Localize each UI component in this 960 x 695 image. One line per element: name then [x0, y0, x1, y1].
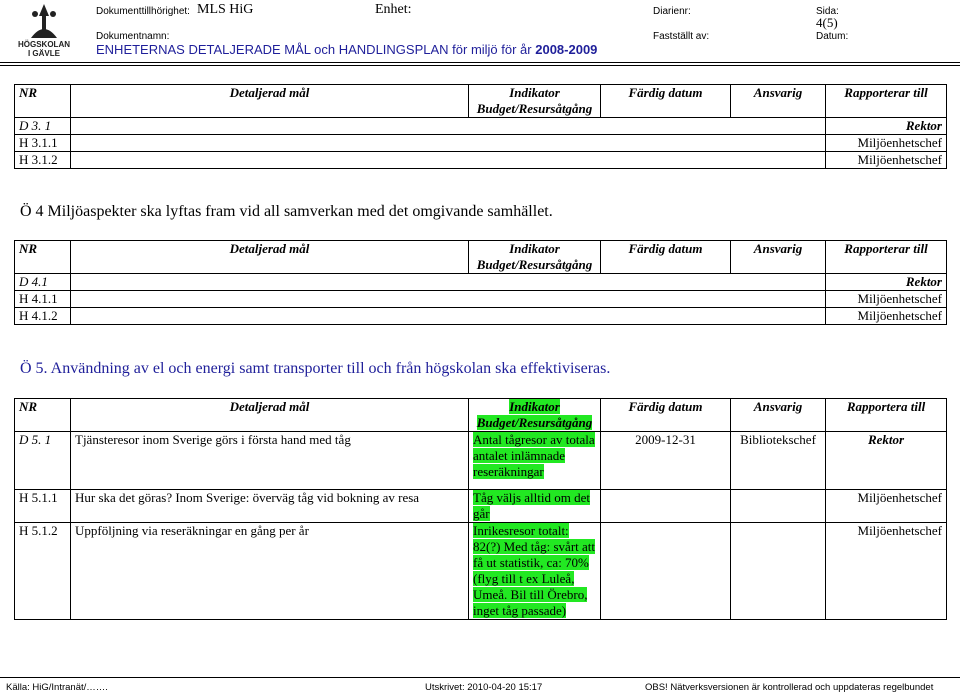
approved-label: Fastställt av: — [653, 31, 710, 42]
col-date: Färdig datum — [601, 85, 731, 118]
table-row: H 4.1.1 Miljöenhetschef — [15, 291, 947, 308]
col-nr: NR — [15, 85, 71, 118]
footer-notice: OBS! Nätverksversionen är kontrollerad och uppdateras regelbundet — [645, 682, 934, 693]
page-value: 4(5) — [816, 15, 838, 30]
section-4-title: Ö 4 Miljöaspekter ska lyftas fram vid all samverkan med det omgivande samhället. — [20, 203, 553, 220]
footer-printed: Utskrivet: 2010-04-20 15:17 — [425, 682, 543, 693]
col-indicator: Indikator Budget/Resursåtgång — [469, 85, 601, 118]
diary-label: Diarienr: — [653, 6, 691, 17]
table-row: D 3. 1 Rektor — [15, 118, 947, 135]
doc-owner-value: MLS HiG — [197, 2, 254, 17]
col-responsible: Ansvarig — [731, 85, 826, 118]
logo-text-line1: HÖGSKOLAN — [18, 40, 70, 49]
goals-table-4 — [14, 240, 947, 325]
table-row: H 4.1.2 Miljöenhetschef — [15, 308, 947, 325]
footer-source: Källa: HiG/Intranät/……. — [6, 682, 108, 693]
col-report: Rapporterar till — [826, 85, 947, 118]
doc-name-year: 2008-2009 — [535, 42, 598, 57]
col-goal: Detaljerad mål — [71, 85, 469, 118]
table-header-row — [15, 85, 947, 118]
table-row: H 5.1.2 Uppföljning via reseräkningar en gång per år Inrikesresor totalt: 82(?) Med tåg: svårt att få ut statistik, ca: 70% (flyg till t ex Luleå, Umeå. Bil till Örebro, inget tåg passade) Miljöenhetschef — [15, 523, 947, 620]
goals-table-3 — [14, 84, 947, 169]
logo-emblem-icon — [25, 2, 63, 40]
header-rule-1 — [0, 62, 960, 63]
logo — [8, 2, 80, 62]
table-row: H 3.1.2 Miljöenhetschef — [15, 152, 947, 169]
footer-rule — [0, 677, 960, 678]
table-header-row: NR Detaljerad mål Indikator Budget/Resursåtgång Färdig datum Ansvarig Rapportera till — [15, 399, 947, 432]
page-label: Sida: — [816, 6, 839, 17]
unit-label: Enhet: — [375, 2, 412, 17]
section-5-title: Ö 5. Användning av el och energi samt transporter till och från högskolan ska effektiviseras. — [20, 360, 611, 377]
table-header-row: NR Detaljerad mål Indikator Budget/Resursåtgång Färdig datum Ansvarig Rapporterar till — [15, 241, 947, 274]
doc-name-title — [96, 42, 597, 57]
table-row: H 5.1.1 Hur ska det göras? Inom Sverige: överväg tåg vid bokning av resa Tåg väljs alltid om det går Miljöenhetschef — [15, 490, 947, 523]
doc-name-prefix: ENHETERNAS — [96, 42, 185, 57]
doc-owner-label: Dokumenttillhörighet: — [96, 6, 190, 17]
table-row: D 5. 1 Tjänsteresor inom Sverige görs i första hand med tåg Antal tågresor av totala antalet inlämnade reseräkningar 2009-12-31 Bibliotekschef Rektor — [15, 432, 947, 490]
doc-name-mid: DETALJERADE MÅL och HANDLINGSPLAN för miljö för år — [184, 42, 536, 57]
table-row: H 3.1.1 Miljöenhetschef — [15, 135, 947, 152]
doc-name-label: Dokumentnamn: — [96, 31, 170, 42]
date-label: Datum: — [816, 31, 849, 42]
header-rule-2 — [0, 65, 960, 66]
logo-text-line2: I GÄVLE — [27, 49, 60, 58]
goals-table-5 — [14, 398, 947, 620]
table-row: D 4.1 Rektor — [15, 274, 947, 291]
